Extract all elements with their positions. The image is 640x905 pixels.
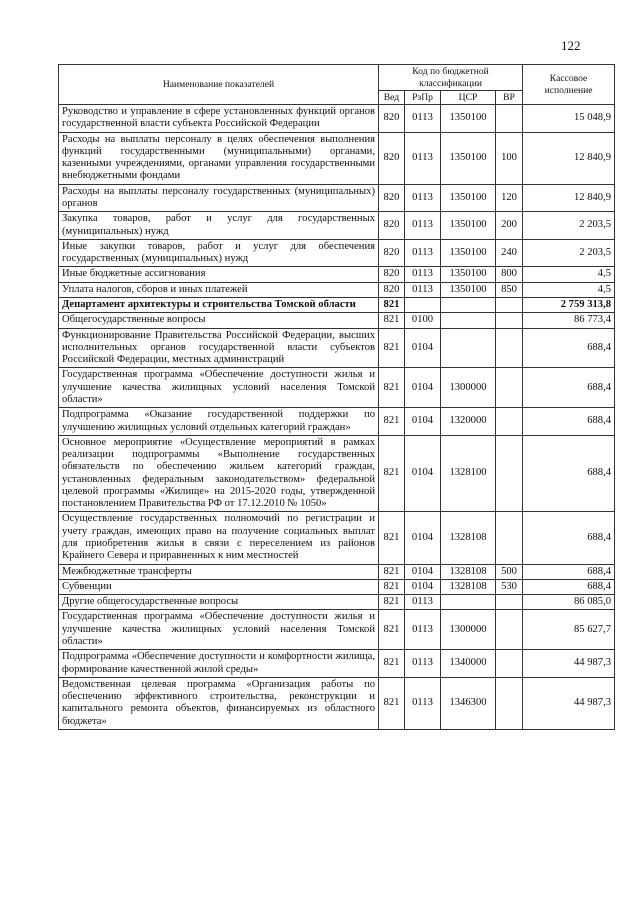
row-name: Иные закупки товаров, работ и услуг для обеспечения государственных (муниципальных) нужд bbox=[59, 239, 379, 267]
header-vr: ВР bbox=[496, 91, 523, 105]
row-rzpr: 0113 bbox=[405, 595, 441, 610]
row-vr: 240 bbox=[496, 239, 523, 267]
row-csr bbox=[441, 328, 496, 368]
row-csr: 1328108 bbox=[441, 579, 496, 594]
row-vr bbox=[496, 677, 523, 729]
header-code-group: Код по бюджетной классификации bbox=[379, 65, 523, 91]
row-amount: 2 759 313,8 bbox=[523, 297, 615, 312]
row-ved: 821 bbox=[379, 579, 405, 594]
row-name: Иные бюджетные ассигнования bbox=[59, 267, 379, 282]
row-csr: 1350100 bbox=[441, 132, 496, 184]
row-rzpr: 0104 bbox=[405, 579, 441, 594]
header-rzpr: РзПр bbox=[405, 91, 441, 105]
row-name: Государственная программа «Обеспечение доступности жилья и улучшение качества жилищных условий населения Томской области» bbox=[59, 610, 379, 650]
row-amount: 2 203,5 bbox=[523, 212, 615, 240]
row-rzpr: 0104 bbox=[405, 435, 441, 512]
row-vr bbox=[496, 313, 523, 328]
row-rzpr: 0113 bbox=[405, 105, 441, 133]
row-name: Другие общегосударственные вопросы bbox=[59, 595, 379, 610]
row-ved: 821 bbox=[379, 328, 405, 368]
row-amount: 688,4 bbox=[523, 435, 615, 512]
row-name: Общегосударственные вопросы bbox=[59, 313, 379, 328]
row-rzpr: 0113 bbox=[405, 212, 441, 240]
row-vr bbox=[496, 328, 523, 368]
row-ved: 821 bbox=[379, 650, 405, 678]
row-amount: 44 987,3 bbox=[523, 650, 615, 678]
row-vr: 850 bbox=[496, 282, 523, 297]
row-rzpr: 0113 bbox=[405, 610, 441, 650]
row-vr: 500 bbox=[496, 564, 523, 579]
row-csr: 1340000 bbox=[441, 650, 496, 678]
row-name: Руководство и управление в сфере установленных функций органов государственной власти субъекта Российской Федерации bbox=[59, 105, 379, 133]
table-row bbox=[59, 677, 615, 729]
row-name: Департамент архитектуры и строительства Томской области bbox=[59, 297, 379, 312]
row-csr bbox=[441, 297, 496, 312]
table-row bbox=[59, 368, 615, 408]
row-rzpr: 0104 bbox=[405, 564, 441, 579]
row-amount: 688,4 bbox=[523, 579, 615, 594]
row-amount: 688,4 bbox=[523, 368, 615, 408]
row-amount: 86 773,4 bbox=[523, 313, 615, 328]
row-ved: 820 bbox=[379, 239, 405, 267]
table-row bbox=[59, 297, 615, 312]
row-name: Подпрограмма «Обеспечение доступности и комфортности жилища, формирование качественной жилой среды» bbox=[59, 650, 379, 678]
row-ved: 821 bbox=[379, 677, 405, 729]
row-rzpr: 0113 bbox=[405, 677, 441, 729]
row-name: Функционирование Правительства Российской Федерации, высших исполнительных органов государственной власти субъектов Российской Федерации, местных администраций bbox=[59, 328, 379, 368]
row-ved: 821 bbox=[379, 297, 405, 312]
row-amount: 12 840,9 bbox=[523, 184, 615, 212]
row-rzpr: 0113 bbox=[405, 267, 441, 282]
row-csr: 1328108 bbox=[441, 512, 496, 564]
row-name: Уплата налогов, сборов и иных платежей bbox=[59, 282, 379, 297]
table-row bbox=[59, 512, 615, 564]
table-row bbox=[59, 564, 615, 579]
row-amount: 688,4 bbox=[523, 512, 615, 564]
row-csr: 1300000 bbox=[441, 610, 496, 650]
row-ved: 821 bbox=[379, 595, 405, 610]
table-row bbox=[59, 579, 615, 594]
row-name: Осуществление государственных полномочий по регистрации и учету граждан, имеющих право на получение социальных выплат для приобретения жилья в связи с переселением из районов Крайнего Севера и приравненных к ним местностей bbox=[59, 512, 379, 564]
header-csr: ЦСР bbox=[441, 91, 496, 105]
header-ved: Вед bbox=[379, 91, 405, 105]
row-csr bbox=[441, 595, 496, 610]
table-row bbox=[59, 105, 615, 133]
row-rzpr: 0113 bbox=[405, 184, 441, 212]
page-number: 122 bbox=[561, 38, 581, 53]
row-csr bbox=[441, 313, 496, 328]
row-amount: 688,4 bbox=[523, 564, 615, 579]
table-row bbox=[59, 408, 615, 436]
row-vr bbox=[496, 650, 523, 678]
row-vr: 200 bbox=[496, 212, 523, 240]
row-amount: 12 840,9 bbox=[523, 132, 615, 184]
row-name: Основное мероприятие «Осуществление мероприятий в рамках реализации подпрограммы «Выполнение государственных обязательств по обеспечению жильем категорий граждан, установленных федеральным законодательством» федеральной целевой программы «Жилище» на 2015-2020 годы, утвержденной постановлением Правительства РФ от 17.12.2010 № 1050» bbox=[59, 435, 379, 512]
row-csr: 1350100 bbox=[441, 267, 496, 282]
row-amount: 15 048,9 bbox=[523, 105, 615, 133]
row-rzpr: 0113 bbox=[405, 282, 441, 297]
row-vr bbox=[496, 435, 523, 512]
row-ved: 820 bbox=[379, 267, 405, 282]
table-row bbox=[59, 184, 615, 212]
row-ved: 821 bbox=[379, 313, 405, 328]
row-ved: 820 bbox=[379, 105, 405, 133]
row-rzpr: 0104 bbox=[405, 368, 441, 408]
row-csr: 1350100 bbox=[441, 212, 496, 240]
row-amount: 4,5 bbox=[523, 267, 615, 282]
row-vr bbox=[496, 408, 523, 436]
row-csr: 1350100 bbox=[441, 282, 496, 297]
row-csr: 1320000 bbox=[441, 408, 496, 436]
row-amount: 688,4 bbox=[523, 408, 615, 436]
row-name: Межбюджетные трансферты bbox=[59, 564, 379, 579]
table-row bbox=[59, 610, 615, 650]
row-vr bbox=[496, 512, 523, 564]
row-vr: 100 bbox=[496, 132, 523, 184]
row-name: Расходы на выплаты персоналу государственных (муниципальных) органов bbox=[59, 184, 379, 212]
table-row bbox=[59, 313, 615, 328]
table-row bbox=[59, 650, 615, 678]
row-rzpr: 0113 bbox=[405, 650, 441, 678]
row-amount: 85 627,7 bbox=[523, 610, 615, 650]
row-name: Закупка товаров, работ и услуг для государственных (муниципальных) нужд bbox=[59, 212, 379, 240]
header-amount: Кассовое исполнение bbox=[523, 65, 615, 105]
row-csr: 1350100 bbox=[441, 239, 496, 267]
row-ved: 820 bbox=[379, 184, 405, 212]
table-row bbox=[59, 267, 615, 282]
row-vr bbox=[496, 297, 523, 312]
row-rzpr bbox=[405, 297, 441, 312]
row-ved: 821 bbox=[379, 368, 405, 408]
row-ved: 821 bbox=[379, 408, 405, 436]
row-ved: 821 bbox=[379, 610, 405, 650]
row-rzpr: 0100 bbox=[405, 313, 441, 328]
row-name: Ведомственная целевая программа «Организация работы по обеспечению эффективного строительства, реконструкции и капитального ремонта объектов, финансируемых из областного бюджета» bbox=[59, 677, 379, 729]
table-row bbox=[59, 212, 615, 240]
row-vr: 800 bbox=[496, 267, 523, 282]
row-csr: 1350100 bbox=[441, 184, 496, 212]
row-ved: 821 bbox=[379, 435, 405, 512]
row-amount: 688,4 bbox=[523, 328, 615, 368]
row-rzpr: 0113 bbox=[405, 239, 441, 267]
row-name: Субвенции bbox=[59, 579, 379, 594]
row-csr: 1346300 bbox=[441, 677, 496, 729]
header-name: Наименование показателей bbox=[59, 65, 379, 105]
row-vr: 530 bbox=[496, 579, 523, 594]
row-csr: 1328100 bbox=[441, 435, 496, 512]
row-vr bbox=[496, 368, 523, 408]
table-row bbox=[59, 239, 615, 267]
row-ved: 820 bbox=[379, 132, 405, 184]
row-csr: 1328108 bbox=[441, 564, 496, 579]
table-row bbox=[59, 132, 615, 184]
row-amount: 2 203,5 bbox=[523, 239, 615, 267]
row-amount: 4,5 bbox=[523, 282, 615, 297]
row-name: Расходы на выплаты персоналу в целях обеспечения выполнения функций государственными (муниципальными) органами, казенными учреждениями, органами управления государственными внебюджетными фондами bbox=[59, 132, 379, 184]
row-name: Государственная программа «Обеспечение доступности жилья и улучшение качества жилищных условий населения Томской области» bbox=[59, 368, 379, 408]
row-amount: 44 987,3 bbox=[523, 677, 615, 729]
row-vr bbox=[496, 610, 523, 650]
row-name: Подпрограмма «Оказание государственной поддержки по улучшению жилищных условий отдельных категорий граждан» bbox=[59, 408, 379, 436]
row-rzpr: 0113 bbox=[405, 132, 441, 184]
table-row bbox=[59, 282, 615, 297]
row-rzpr: 0104 bbox=[405, 512, 441, 564]
row-vr bbox=[496, 595, 523, 610]
budget-table bbox=[58, 64, 615, 730]
row-ved: 820 bbox=[379, 282, 405, 297]
row-ved: 821 bbox=[379, 512, 405, 564]
row-ved: 821 bbox=[379, 564, 405, 579]
row-csr: 1300000 bbox=[441, 368, 496, 408]
table-row bbox=[59, 435, 615, 512]
row-vr: 120 bbox=[496, 184, 523, 212]
row-ved: 820 bbox=[379, 212, 405, 240]
table-row bbox=[59, 595, 615, 610]
row-rzpr: 0104 bbox=[405, 408, 441, 436]
row-csr: 1350100 bbox=[441, 105, 496, 133]
row-vr bbox=[496, 105, 523, 133]
table-row bbox=[59, 328, 615, 368]
row-rzpr: 0104 bbox=[405, 328, 441, 368]
row-amount: 86 085,0 bbox=[523, 595, 615, 610]
